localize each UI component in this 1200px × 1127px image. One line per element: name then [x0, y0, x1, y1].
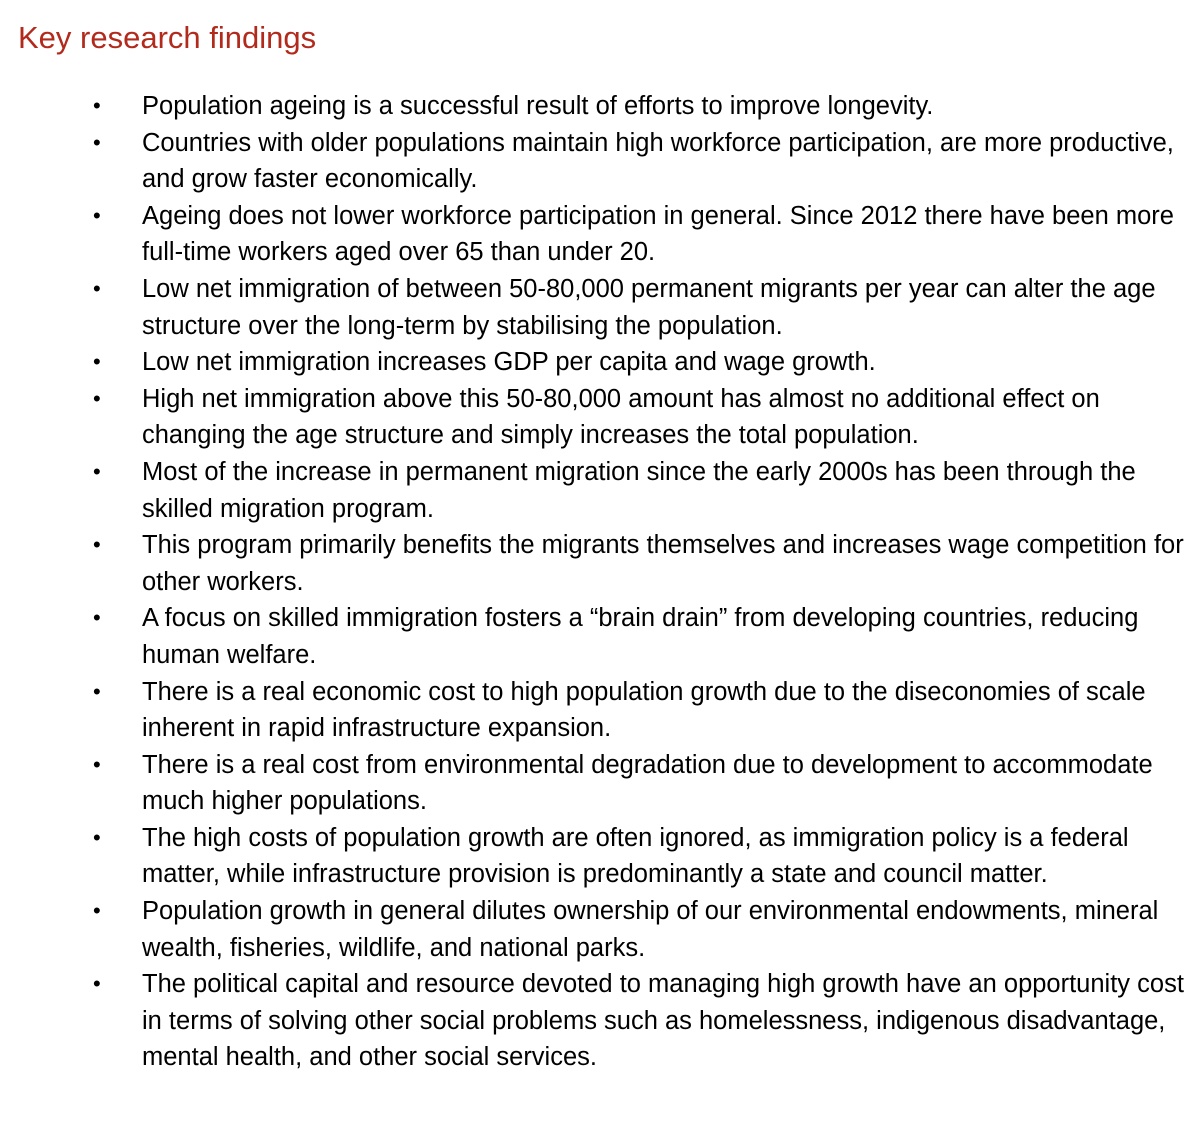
finding-item: [0, 527, 1200, 600]
finding-item: [0, 271, 1200, 344]
finding-text: Low net immigration increases GDP per capita and wage growth.: [142, 348, 876, 377]
finding-text: Low net immigration of between 50-80,000 permanent migrants per year can alter the age structure over the long-term by stabilising the population.: [142, 274, 1156, 340]
bullet-icon: •: [93, 385, 101, 411]
bullet-icon: •: [93, 129, 101, 155]
finding-item: [0, 344, 1200, 381]
finding-text: There is a real economic cost to high population growth due to the diseconomies of scale inherent in rapid infrastructure expansion.: [142, 677, 1146, 743]
finding-text: The political capital and resource devoted to managing high growth have an opportunity cost in terms of solving other social problems such as homelessness, indigenous disadvantage, mental health, and other social services.: [142, 970, 1184, 1072]
bullet-icon: •: [93, 898, 101, 924]
finding-text: Population growth in general dilutes ownership of our environmental endowments, mineral wealth, fisheries, wildlife, and national parks.: [142, 897, 1159, 962]
findings-list: [0, 88, 1200, 1076]
finding-item: [0, 198, 1200, 271]
finding-text: Countries with older populations maintain high workforce participation, are more productive, and grow faster economically.: [142, 128, 1174, 194]
finding-item: [0, 893, 1200, 966]
bullet-icon: •: [93, 532, 101, 558]
bullet-icon: •: [93, 93, 101, 118]
bullet-icon: •: [93, 824, 101, 850]
finding-text: Ageing does not lower workforce participation in general. Since 2012 there have been more full-time workers aged over 65 than under 20.: [142, 201, 1174, 267]
finding-text: Most of the increase in permanent migration since the early 2000s has been through the skilled migration program.: [142, 457, 1136, 523]
finding-text: High net immigration above this 50-80,000 amount has almost no additional effect on changing the age structure and simply increases the total population.: [142, 384, 1100, 450]
finding-item: [0, 125, 1200, 198]
finding-item: [0, 381, 1200, 454]
finding-text: Population ageing is a successful result of efforts to improve longevity.: [142, 92, 934, 120]
finding-item: [0, 600, 1200, 673]
bullet-icon: •: [93, 751, 101, 777]
finding-text: A focus on skilled immigration fosters a “brain drain” from developing countries, reducing human welfare.: [142, 604, 1139, 669]
bullet-icon: •: [93, 605, 101, 631]
finding-item: [0, 820, 1200, 893]
finding-item: [0, 966, 1200, 1076]
finding-item: [0, 747, 1200, 820]
bullet-icon: •: [93, 275, 101, 301]
bullet-icon: •: [93, 971, 101, 997]
finding-text: There is a real cost from environmental degradation due to development to accommodate much higher populations.: [142, 750, 1153, 816]
bullet-icon: •: [93, 458, 101, 484]
bullet-icon: •: [93, 202, 101, 228]
section-heading: Key research findings: [18, 20, 317, 55]
finding-item: [0, 454, 1200, 527]
finding-item: [0, 88, 1200, 125]
finding-item: [0, 674, 1200, 747]
bullet-icon: •: [93, 349, 101, 375]
finding-text: The high costs of population growth are often ignored, as immigration policy is a federal matter, while infrastructure provision is predominantly a state and council matter.: [142, 823, 1129, 889]
bullet-icon: •: [93, 678, 101, 704]
finding-text: This program primarily benefits the migrants themselves and increases wage competition for other workers.: [142, 531, 1184, 596]
